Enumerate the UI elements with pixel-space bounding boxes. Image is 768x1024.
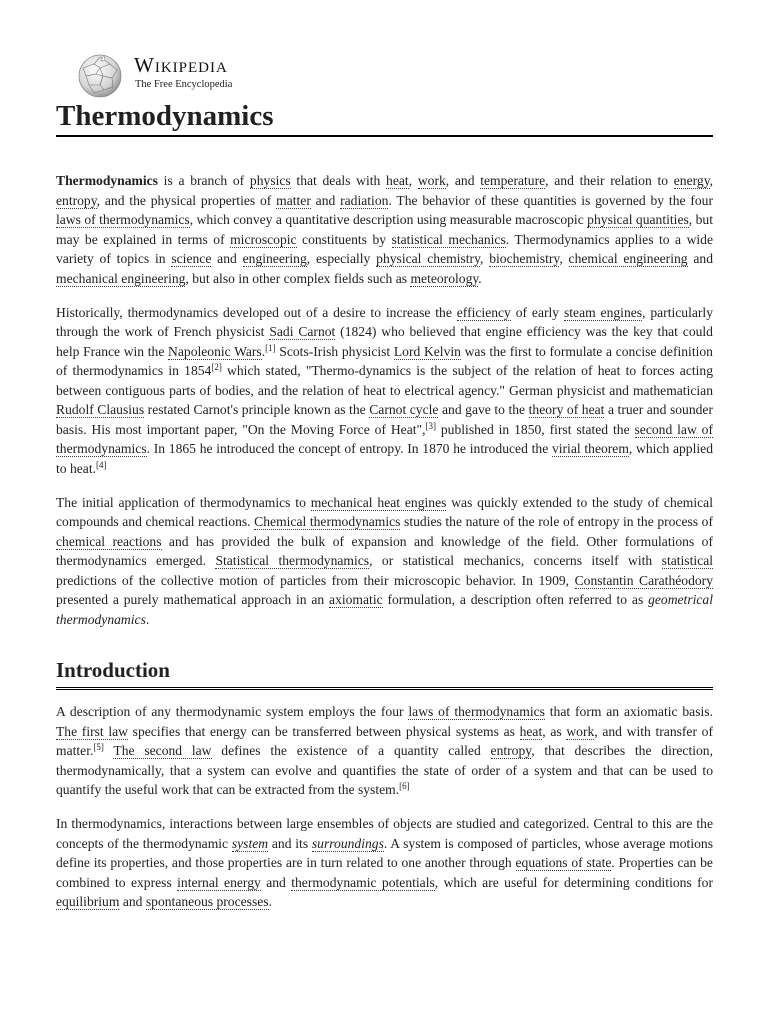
link-chemical-thermodynamics[interactable]: Chemical thermodynamics bbox=[254, 514, 401, 529]
link-laws-of-thermodynamics[interactable]: laws of thermodynamics bbox=[56, 212, 190, 227]
link-internal-energy[interactable]: internal energy bbox=[177, 874, 261, 890]
link-second-law[interactable]: second law of thermodynamics bbox=[56, 421, 713, 456]
link-laws-of-thermodynamics-2[interactable]: laws of thermodynamics bbox=[408, 704, 545, 719]
link-temperature[interactable]: temperature bbox=[480, 173, 546, 188]
wordmark: Wikipedia bbox=[134, 53, 228, 77]
link-napoleonic-wars[interactable]: Napoleonic Wars bbox=[168, 343, 262, 359]
link-radiation[interactable]: radiation bbox=[340, 192, 389, 208]
italic-term: geometrical thermodynamics bbox=[56, 592, 713, 627]
reference-2[interactable]: [2] bbox=[211, 362, 222, 372]
article-body bbox=[56, 171, 713, 926]
link-energy[interactable]: energy bbox=[673, 173, 710, 188]
paragraph-3: The initial application of thermodynamics to mechanical heat engines was quickly extended to the study of chemical compounds and chemical reactions. Chemical thermodynamics studies the nature of the role of entropy in the process of chemical reactions and has provided the bulk of expansion and knowledge of the field. Other formulations of thermodynamics emerged. Statistical thermodynamics, or statistical mechanics, concerns itself with statistical predictions of the collective motion of particles from their microscopic behavior. In 1909, Constantin Carathéodory presented a purely mathematical approach in an axiomatic formulation, a description often referred to as geometrical thermodynamics. bbox=[56, 494, 713, 627]
link-virial-theorem[interactable]: virial theorem bbox=[551, 441, 629, 456]
link-heat-2[interactable]: heat bbox=[519, 723, 543, 739]
link-entropy[interactable]: entropy bbox=[56, 192, 97, 208]
link-statistical-mechanics[interactable]: statistical mechanics bbox=[391, 231, 506, 247]
reference-6[interactable]: [6] bbox=[399, 781, 410, 791]
link-surroundings[interactable]: surroundings bbox=[311, 835, 384, 851]
link-work-2[interactable]: work bbox=[566, 723, 595, 739]
link-science[interactable]: science bbox=[171, 251, 212, 266]
bold-term: Thermodynamics bbox=[56, 173, 158, 188]
link-mechanical-heat-engines[interactable]: mechanical heat engines bbox=[310, 494, 447, 510]
link-carnot-cycle[interactable]: Carnot cycle bbox=[369, 402, 439, 417]
link-physical-chemistry[interactable]: physical chemistry bbox=[376, 251, 480, 266]
reference-1[interactable]: [1] bbox=[265, 342, 276, 353]
link-statistical[interactable]: statistical bbox=[661, 553, 713, 568]
link-chemical-engineering[interactable]: chemical engineering bbox=[568, 251, 688, 266]
link-work[interactable]: work bbox=[417, 173, 446, 188]
link-spontaneous-processes[interactable]: spontaneous processes bbox=[145, 894, 269, 909]
link-equilibrium[interactable]: equilibrium bbox=[56, 894, 120, 909]
page-title: Thermodynamics bbox=[56, 98, 713, 137]
link-entropy-2[interactable]: entropy bbox=[490, 743, 532, 758]
reference-4[interactable]: [4] bbox=[96, 459, 107, 470]
link-rudolf-clausius[interactable]: Rudolf Clausius bbox=[56, 402, 145, 417]
link-steam-engines[interactable]: steam engines bbox=[563, 304, 643, 320]
paragraph-5: In thermodynamics, interactions between large ensembles of objects are studied and categorized. Central to this are the concepts of the thermodynamic system and its surroundings. A system is composed of particles, whose average motions define its properties, and those properties are in turn related to one another through equations of state. Properties can be combined to express internal energy and thermodynamic potentials, which are useful for determining conditions for equilibrium and spontaneous processes. bbox=[56, 816, 713, 909]
link-physics[interactable]: physics bbox=[249, 173, 291, 188]
link-heat[interactable]: heat bbox=[386, 173, 409, 188]
link-thermodynamic-potentials[interactable]: thermodynamic potentials bbox=[291, 874, 435, 890]
link-constantin-caratheodory[interactable]: Constantin Carathéodory bbox=[574, 572, 713, 588]
link-mechanical-engineering[interactable]: mechanical engineering bbox=[56, 270, 186, 286]
link-biochemistry[interactable]: biochemistry bbox=[489, 251, 560, 266]
link-matter[interactable]: matter bbox=[276, 192, 311, 208]
link-engineering[interactable]: engineering bbox=[242, 251, 307, 266]
wikipedia-globe-logo[interactable] bbox=[74, 52, 126, 98]
paragraph-1: Thermodynamics is a branch of physics that deals with heat, work, and temperature, and their relation to energy, entropy, and the physical properties of matter and radiation. The behavior of these quantities is governed by the four laws of thermodynamics, which convey a quantitative description using measurable macroscopic physical quantities, but may be explained in terms of microscopic constituents by statistical mechanics. Thermodynamics applies to a wide variety of topics in science and engineering, especially physical chemistry, biochemistry, chemical engineering and mechanical engineering, but also in other complex fields such as meteorology. bbox=[56, 173, 714, 286]
link-equations-of-state[interactable]: equations of state bbox=[515, 855, 612, 870]
reference-5[interactable]: [5] bbox=[93, 742, 104, 752]
link-the-second-law[interactable]: The second law bbox=[113, 743, 212, 758]
header bbox=[56, 0, 713, 100]
link-first-law[interactable]: The first law bbox=[56, 723, 128, 739]
link-statistical-thermodynamics[interactable]: Statistical thermodynamics bbox=[215, 553, 370, 568]
reference-3[interactable]: [3] bbox=[425, 420, 436, 431]
link-efficiency[interactable]: efficiency bbox=[456, 304, 511, 320]
link-meteorology[interactable]: meteorology bbox=[410, 270, 479, 286]
paragraph-2: Historically, thermodynamics developed out of a desire to increase the efficiency of early steam engines, particularly through the work of French physicist Sadi Carnot (1824) who believed that engine efficiency was the key that could help France win the Napoleonic Wars.[1] Scots-Irish physicist Lord Kelvin was the first to formulate a concise definition of thermodynamics in 1854[2] which stated, "Thermo-dynamics is the subject of the relation of heat to forces acting between contiguous parts of bodies, and the relation of heat to electrical agency." German physicist and mathematician Rudolf Clausius restated Carnot's principle known as the Carnot cycle and gave to the theory of heat a truer and sounder basis. His most important paper, "On the Moving Force of Heat",[3] published in 1850, first stated the second law of thermodynamics. In 1865 he introduced the concept of entropy. In 1870 he introduced the virial theorem, which applied to heat.[4] bbox=[56, 304, 713, 476]
link-axiomatic[interactable]: axiomatic bbox=[329, 592, 383, 607]
link-sadi-carnot[interactable]: Sadi Carnot bbox=[269, 324, 336, 339]
link-lord-kelvin[interactable]: Lord Kelvin bbox=[393, 343, 461, 359]
link-system[interactable]: system bbox=[231, 835, 269, 851]
link-microscopic[interactable]: microscopic bbox=[230, 231, 297, 247]
page bbox=[56, 0, 714, 909]
link-physical-quantities[interactable]: physical quantities bbox=[587, 212, 689, 227]
paragraph-4: A description of any thermodynamic system employs the four laws of thermodynamics that form an axiomatic basis. The first law specifies that energy can be transferred between physical systems as heat, as work, and with transfer of matter.[5] The second law defines the existence of a quantity called entropy, that describes the direction, thermodynamically, that a system can evolve and quantifies the state of order of a system and that can be used to quantify the useful work that can be extracted from the system.[6] bbox=[56, 704, 714, 797]
link-theory-of-heat[interactable]: theory of heat bbox=[528, 402, 605, 417]
tagline: The Free Encyclopedia bbox=[135, 79, 233, 90]
link-chemical-reactions[interactable]: chemical reactions bbox=[56, 533, 162, 549]
section-heading-introduction: Introduction bbox=[56, 657, 713, 690]
